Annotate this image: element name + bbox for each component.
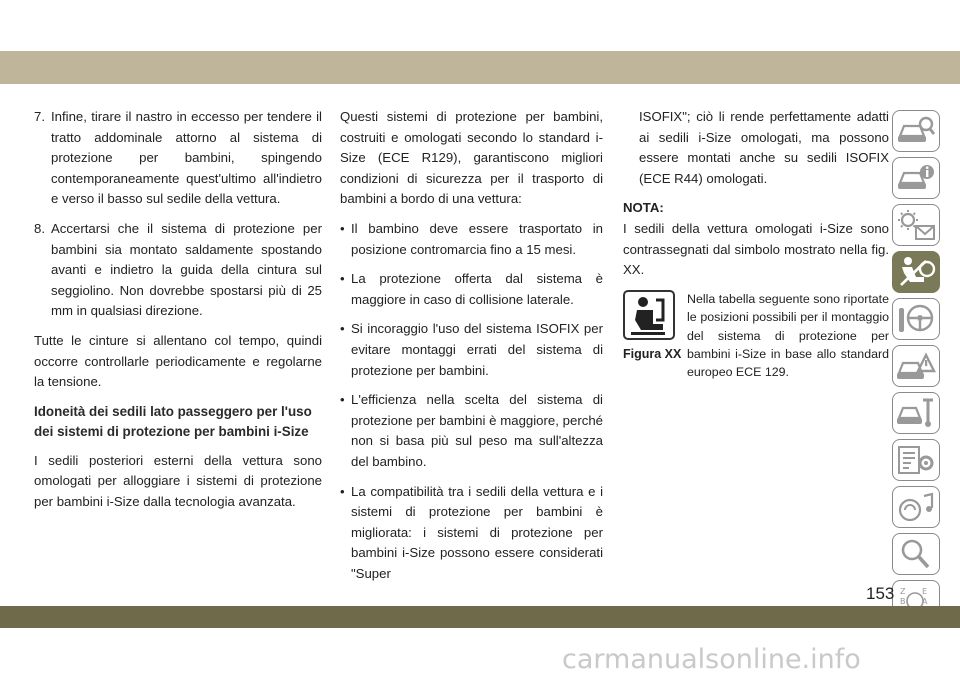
bullet-text: L'efficienza nella scelta del sistema di protezione per bambini è maggiore, perché non si basa più sul peso ma sull'altezza del bambino. bbox=[351, 392, 603, 469]
figure bbox=[623, 290, 682, 382]
specs-gear-icon bbox=[896, 443, 936, 477]
index-letter: B bbox=[900, 597, 906, 606]
column-3 bbox=[623, 107, 889, 382]
page-number: 153 bbox=[866, 584, 895, 603]
chapter-tabs bbox=[892, 110, 942, 627]
note-text: I sedili della vettura omologati i-Size sono contrassegnati dal simbolo mostrato nella fig. XX. bbox=[623, 220, 889, 278]
note-title: NOTA: bbox=[623, 200, 664, 216]
warning-lights-message-icon bbox=[896, 208, 936, 242]
column-1 bbox=[34, 107, 322, 522]
bullet-text: Si incoraggio l'uso del sistema ISOFIX per evitare montaggi errati del sistema di protezione per bambini. bbox=[351, 321, 603, 378]
footer-band bbox=[0, 606, 960, 628]
paragraph-belts: Tutte le cinture si allentano col tempo, quindi occorre controllarle periodicamente e regolarne la tensione. bbox=[34, 332, 322, 390]
tab-index-search[interactable] bbox=[892, 533, 940, 575]
seat-airbag-safety-icon bbox=[896, 255, 936, 289]
tab-driving[interactable] bbox=[892, 298, 940, 340]
list-item-7 bbox=[34, 107, 322, 210]
paragraph-intro: Questi sistemi di protezione per bambini, costruiti e omologati secondo lo standard i-Size (ECE R129), garantiscono migliori condizioni di sicurezza per il trasporto di bambini a bordo di una vettura: bbox=[340, 109, 603, 207]
tab-safety[interactable] bbox=[892, 251, 940, 293]
tab-car-search[interactable] bbox=[892, 110, 940, 152]
car-info-icon bbox=[896, 161, 936, 195]
index-letter: Z bbox=[900, 587, 906, 596]
section-heading: Idoneità dei sedili lato passeggero per l'uso dei sistemi di protezione per bambini i-Size bbox=[34, 403, 312, 439]
list-text: Accertarsi che il sistema di protezione per bambini sia montato saldamente spostando avanti e indietro la guida della cintura sul seggiolino. Non dovrebbe spostarsi più di 25 mm in qualsiasi direzione. bbox=[51, 220, 322, 319]
index-letter: E bbox=[922, 587, 928, 596]
bullet-text: La protezione offerta dal sistema è maggiore in caso di collisione laterale. bbox=[351, 271, 603, 307]
bullet-char: • bbox=[340, 321, 345, 337]
steering-wheel-icon bbox=[896, 302, 936, 336]
list-number: 7. bbox=[34, 109, 45, 124]
bullet-item bbox=[340, 390, 603, 472]
bullet-char: • bbox=[340, 271, 345, 287]
figure-block bbox=[623, 290, 889, 382]
car-search-icon bbox=[896, 114, 936, 148]
tab-car-info[interactable] bbox=[892, 157, 940, 199]
bullet-item bbox=[340, 482, 603, 585]
tab-warning-lights[interactable] bbox=[892, 204, 940, 246]
bullet-char: • bbox=[340, 483, 345, 499]
multimedia-icon bbox=[896, 490, 936, 524]
tab-emergency[interactable] bbox=[892, 345, 940, 387]
bullet-item bbox=[340, 269, 603, 310]
tab-multimedia[interactable] bbox=[892, 486, 940, 528]
bullet-text: Il bambino deve essere trasportato in posizione contromarcia fino a 15 mesi. bbox=[351, 220, 603, 257]
list-text: Infine, tirare il nastro in eccesso per tendere il tratto addominale attorno al sistema di protezione per bambini, spingendo contemporaneamente quest'ultimo all'indietro e verso il basso sul sedile della vettura. bbox=[51, 109, 322, 207]
car-tools-icon bbox=[896, 396, 936, 430]
figure-caption: Nella tabella seguente sono riportate le posizioni possibili per il montaggio del sistema di protezione per bambini i-Size in base allo standard europeo ECE 129. bbox=[687, 291, 889, 380]
paragraph-rear-seats: I sedili posteriori esterni della vettura sono omologati per alloggiare i sistemi di protezione per bambini i-Size dalla tecnologia avanzata. bbox=[34, 452, 322, 509]
magnifier-icon bbox=[896, 537, 936, 571]
tab-specs[interactable] bbox=[892, 439, 940, 481]
bullet-char: • bbox=[340, 392, 345, 408]
bullet-text: La compatibilità tra i sedili della vettura e i sistemi di protezione per bambini è migliorata: i sistemi di protezione per bambini i-Size possono essere considerati "Super bbox=[351, 483, 603, 581]
list-number: 8. bbox=[34, 220, 45, 236]
car-warning-triangle-icon bbox=[896, 349, 936, 383]
paragraph-continuation: ISOFIX"; ciò li rende perfettamente adatti ai sedili i-Size omologati, ma possono essere montati anche su sedili ISOFIX (ECE R44) omologati. bbox=[639, 109, 889, 186]
tab-service[interactable] bbox=[892, 392, 940, 434]
bullet-char: • bbox=[340, 220, 345, 236]
isize-child-seat-icon bbox=[623, 290, 675, 340]
header-band bbox=[0, 51, 960, 84]
bullet-item bbox=[340, 319, 603, 381]
watermark: carmanualsonline.info bbox=[562, 644, 861, 675]
list-item-8 bbox=[34, 219, 322, 322]
bullet-item bbox=[340, 219, 603, 260]
column-2 bbox=[340, 107, 603, 593]
index-letter: A bbox=[922, 597, 928, 606]
figure-label: Figura XX bbox=[623, 346, 682, 361]
